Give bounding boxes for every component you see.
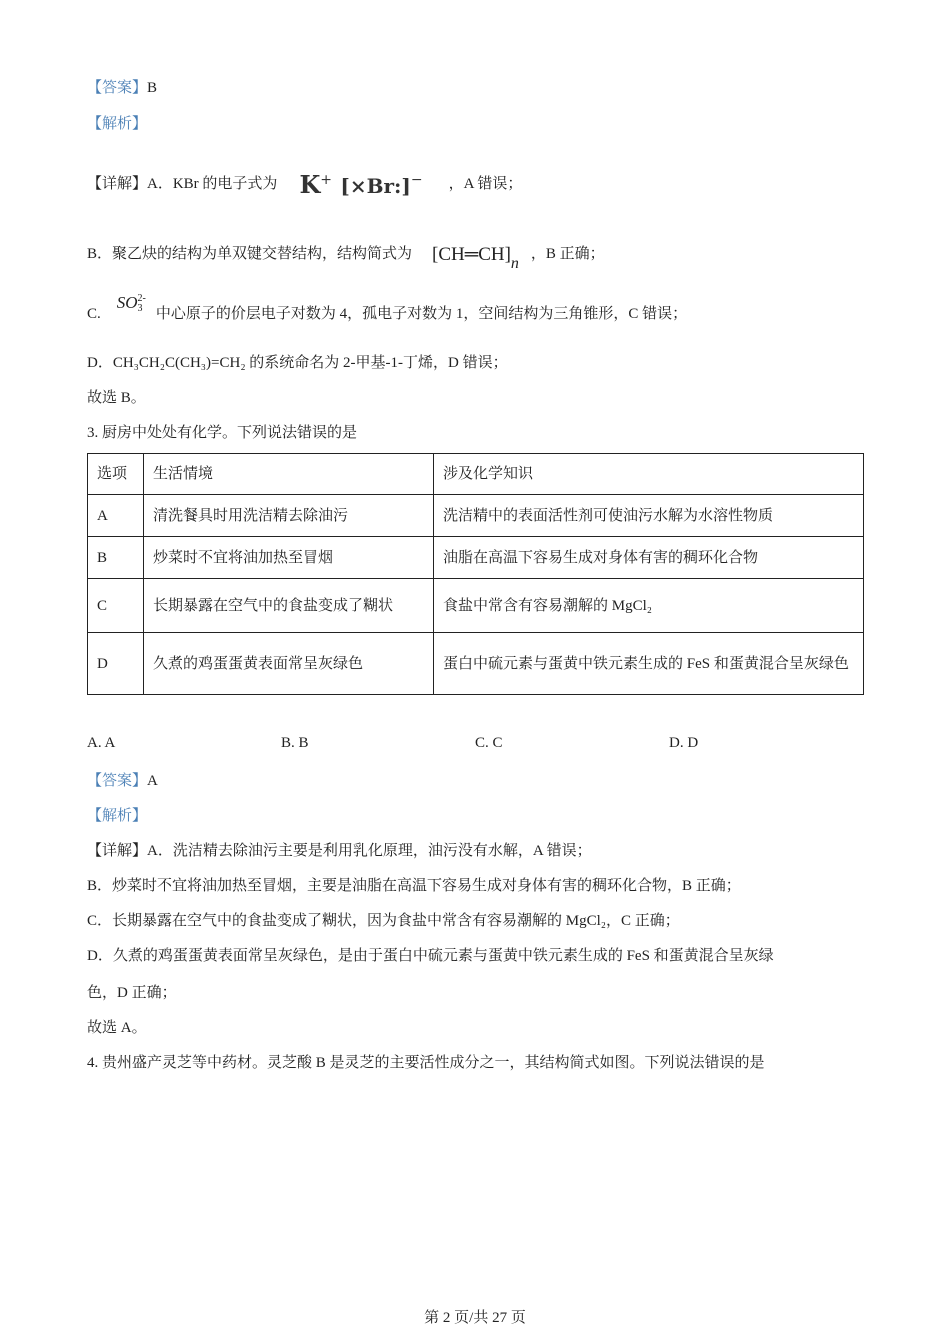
detail-line: D．久煮的鸡蛋蛋黄表面常呈灰绿色，是由于蛋白中硫元素与蛋黄中铁元素生成的 FeS 和蛋黄混合呈灰绿 [87,948,774,964]
table-row [88,633,864,695]
analysis-label: 【解析】 [87,808,148,824]
answer-value: B [147,80,158,96]
detail-a-text: A．KBr 的电子式为 [147,175,278,192]
formula-br: [×Br:] [340,174,411,198]
detail-line: C．长期暴露在空气中的食盐变成了糊状，因为食盐中常含有容易潮解的 MgCl₂，C 正确； [87,913,680,929]
answer-label: 【答案】 [87,80,148,96]
cell: B [88,537,144,579]
cell: A [88,495,144,537]
table-row [88,537,864,579]
detail-c-label: C. [87,306,101,322]
formula-k: K [299,170,321,199]
table-header-row [88,454,864,495]
cell: C [88,579,144,633]
sulfite-charge: 2- [137,293,146,305]
cell: 蛋白中硫元素与蛋黄中铁元素生成的 FeS 和蛋黄混合呈灰绿色 [434,633,864,695]
cell: 洗洁精中的表面活性剂可使油污水解为水溶性物质 [434,495,864,537]
cell: 食盐中常含有容易潮解的 MgCl₂ [434,579,864,633]
detail-line: B．炒菜时不宜将油加热至冒烟，主要是油脂在高温下容易生成对身体有害的稠环化合物，B 正确； [87,878,741,894]
detail-line: 【详解】A．洗洁精去除油污主要是利用乳化原理，油污没有水解，A 错误； [87,843,592,859]
cell: 炒菜时不宜将油加热至冒烟 [144,537,434,579]
sulfite-sub: 3 [137,303,143,315]
detail-b-post: ，B 正确； [530,246,605,262]
formula-text: [CH═CH] [432,243,511,265]
header-cell: 涉及化学知识 [434,454,864,495]
option-c: C. C [475,735,503,751]
answer-value: A [147,773,158,789]
cell: 油脂在高温下容易生成对身体有害的稠环化合物 [434,537,864,579]
detail-a-post: ，A 错误； [448,175,523,192]
detail-d: D．CH₃CH₂C(CH₃)=CH₂ 的系统命名为 2-甲基-1-丁烯，D 错误； [87,355,508,371]
table-row [88,495,864,537]
header-cell: 生活情境 [144,454,434,495]
question-3-stem: 3. 厨房中处处有化学。下列说法错误的是 [87,425,358,441]
sulfite-so: SO [116,293,138,312]
conclusion: 故选 A。 [87,1020,147,1036]
detail-label: 【详解】 [87,175,148,192]
cell: 长期暴露在空气中的食盐变成了糊状 [144,579,434,633]
answer-label: 【答案】 [87,773,148,789]
conclusion: 故选 B。 [87,390,146,406]
cell: D [88,633,144,695]
detail-c [87,293,688,324]
formula-n: n [510,254,519,272]
detail-a [87,170,522,199]
option-b: B. B [281,735,309,751]
detail-line: 色，D 正确； [87,985,177,1001]
polyacetylene-formula [432,243,519,272]
kbr-electron-formula: K+ [×Br:]− [299,170,423,199]
option-d: D. D [669,735,699,751]
detail-b-text: B．聚乙炔的结构为单双键交替结构，结构简式为 [87,246,413,262]
page-footer: 第 2 页/共 27 页 [424,1310,526,1326]
cell: 清洗餐具时用洗洁精去除油污 [144,495,434,537]
option-a: A. A [87,735,116,751]
table-row [88,579,864,633]
analysis-label: 【解析】 [87,116,148,132]
answer-line [87,769,158,790]
question-3-table [87,453,864,695]
answer-line [87,76,157,97]
detail-c-text: 中心原子的价层电子对数为 4，孤电子对数为 1，空间结构为三角锥形，C 错误； [155,306,688,322]
header-cell: 选项 [88,454,144,495]
sulfite-formula [117,293,146,314]
cell: 久煮的鸡蛋蛋黄表面常呈灰绿色 [144,633,434,695]
question-4-stem: 4. 贵州盛产灵芝等中药材。灵芝酸 B 是灵芝的主要活性成分之一，其结构简式如图。下列说法错误的是 [87,1055,765,1071]
detail-b [87,242,605,272]
